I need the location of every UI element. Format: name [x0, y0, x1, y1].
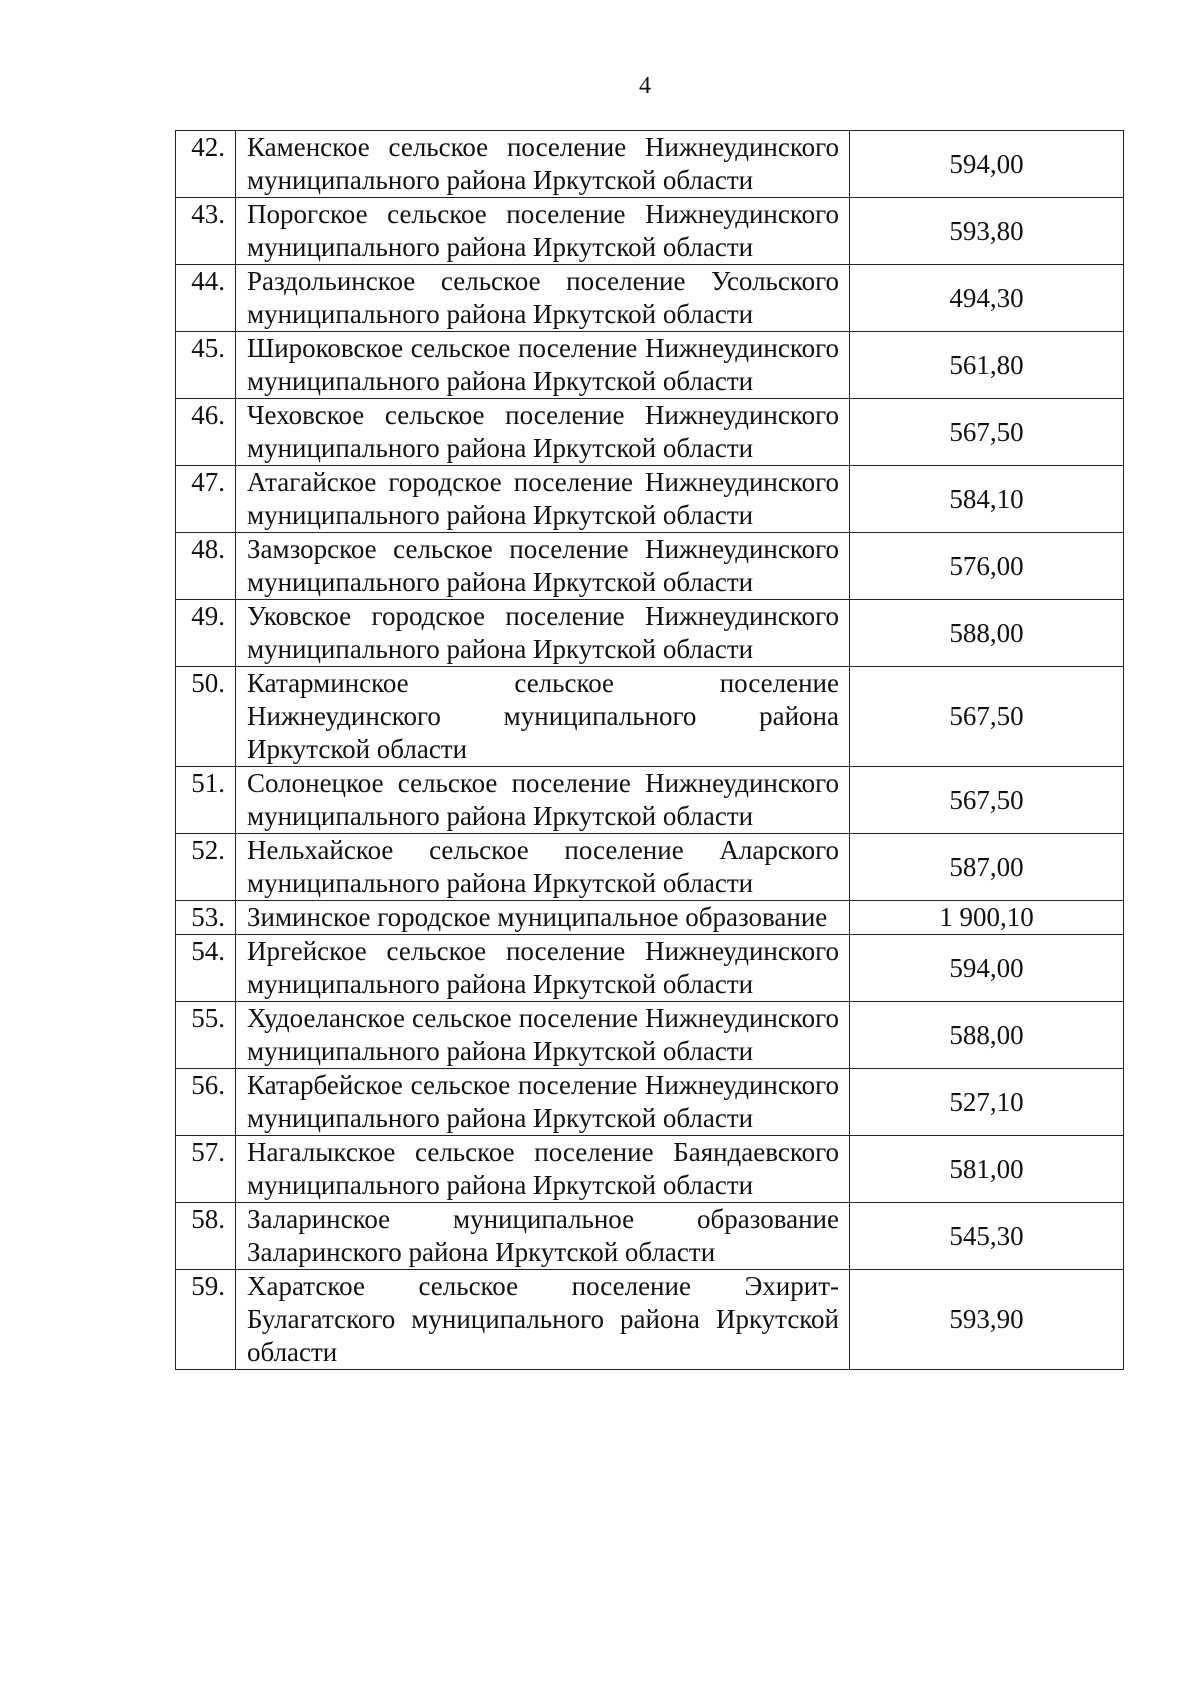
row-number: 55. — [176, 1002, 236, 1069]
row-number: 53. — [176, 901, 236, 935]
amount-value: 594,00 — [850, 935, 1124, 1002]
row-number: 54. — [176, 935, 236, 1002]
amount-value: 587,00 — [850, 834, 1124, 901]
amount-value: 593,90 — [850, 1270, 1124, 1370]
row-number: 42. — [176, 131, 236, 198]
table-row — [176, 1203, 1124, 1270]
table-row — [176, 1136, 1124, 1203]
municipality-name: Уковское городское поселение Нижнеудинского муниципального района Иркутской области — [236, 600, 850, 667]
municipality-name: Порогское сельское поселение Нижнеудинского муниципального района Иркутской области — [236, 198, 850, 265]
amount-value: 588,00 — [850, 600, 1124, 667]
table-row — [176, 533, 1124, 600]
amount-value: 545,30 — [850, 1203, 1124, 1270]
municipality-name: Нагалыкское сельское поселение Баяндаевского муниципального района Иркутской области — [236, 1136, 850, 1203]
municipality-name: Харатское сельское поселение Эхирит-Булагатского муниципального района Иркутской области — [236, 1270, 850, 1370]
municipality-name: Заларинское муниципальное образование Заларинского района Иркутской области — [236, 1203, 850, 1270]
amount-value: 594,00 — [850, 131, 1124, 198]
table-row — [176, 834, 1124, 901]
amount-value: 588,00 — [850, 1002, 1124, 1069]
row-number: 49. — [176, 600, 236, 667]
municipality-name: Зиминское городское муниципальное образование — [236, 901, 850, 935]
table-row — [176, 198, 1124, 265]
amount-value: 567,50 — [850, 667, 1124, 767]
municipality-name: Иргейское сельское поселение Нижнеудинского муниципального района Иркутской области — [236, 935, 850, 1002]
municipality-name: Нельхайское сельское поселение Аларского муниципального района Иркутской области — [236, 834, 850, 901]
table-row — [176, 466, 1124, 533]
amount-value: 561,80 — [850, 332, 1124, 399]
row-number: 57. — [176, 1136, 236, 1203]
table-row — [176, 767, 1124, 834]
municipality-name: Каменское сельское поселение Нижнеудинского муниципального района Иркутской области — [236, 131, 850, 198]
table-row — [176, 1002, 1124, 1069]
table-row — [176, 1270, 1124, 1370]
municipality-name: Замзорское сельское поселение Нижнеудинского муниципального района Иркутской области — [236, 533, 850, 600]
amount-value: 527,10 — [850, 1069, 1124, 1136]
table-row — [176, 332, 1124, 399]
table-row — [176, 399, 1124, 466]
amount-value: 567,50 — [850, 399, 1124, 466]
row-number: 47. — [176, 466, 236, 533]
table-row — [176, 1069, 1124, 1136]
amount-value: 581,00 — [850, 1136, 1124, 1203]
row-number: 43. — [176, 198, 236, 265]
amount-value: 576,00 — [850, 533, 1124, 600]
row-number: 59. — [176, 1270, 236, 1370]
municipality-name: Катарбейское сельское поселение Нижнеудинского муниципального района Иркутской области — [236, 1069, 850, 1136]
municipality-name: Худоеланское сельское поселение Нижнеудинского муниципального района Иркутской области — [236, 1002, 850, 1069]
row-number: 51. — [176, 767, 236, 834]
allocation-table — [175, 130, 1124, 1370]
table-row — [176, 265, 1124, 332]
amount-value: 494,30 — [850, 265, 1124, 332]
row-number: 48. — [176, 533, 236, 600]
row-number: 50. — [176, 667, 236, 767]
municipality-name: Атагайское городское поселение Нижнеудинского муниципального района Иркутской области — [236, 466, 850, 533]
municipality-name: Солонецкое сельское поселение Нижнеудинского муниципального района Иркутской области — [236, 767, 850, 834]
row-number: 52. — [176, 834, 236, 901]
table-row — [176, 667, 1124, 767]
row-number: 58. — [176, 1203, 236, 1270]
amount-value: 567,50 — [850, 767, 1124, 834]
row-number: 56. — [176, 1069, 236, 1136]
row-number: 45. — [176, 332, 236, 399]
page-number: 4 — [639, 73, 651, 99]
amount-value: 1 900,10 — [850, 901, 1124, 935]
municipality-name: Широковское сельское поселение Нижнеудинского муниципального района Иркутской области — [236, 332, 850, 399]
municipality-name: Чеховское сельское поселение Нижнеудинского муниципального района Иркутской области — [236, 399, 850, 466]
row-number: 44. — [176, 265, 236, 332]
table-row — [176, 131, 1124, 198]
table-row — [176, 901, 1124, 935]
amount-value: 593,80 — [850, 198, 1124, 265]
table-row — [176, 935, 1124, 1002]
row-number: 46. — [176, 399, 236, 466]
municipality-name: Раздольинское сельское поселение Усольского муниципального района Иркутской области — [236, 265, 850, 332]
amount-value: 584,10 — [850, 466, 1124, 533]
table-row — [176, 600, 1124, 667]
municipality-name: Катарминское сельское поселение Нижнеудинского муниципального района Иркутской области — [236, 667, 850, 767]
